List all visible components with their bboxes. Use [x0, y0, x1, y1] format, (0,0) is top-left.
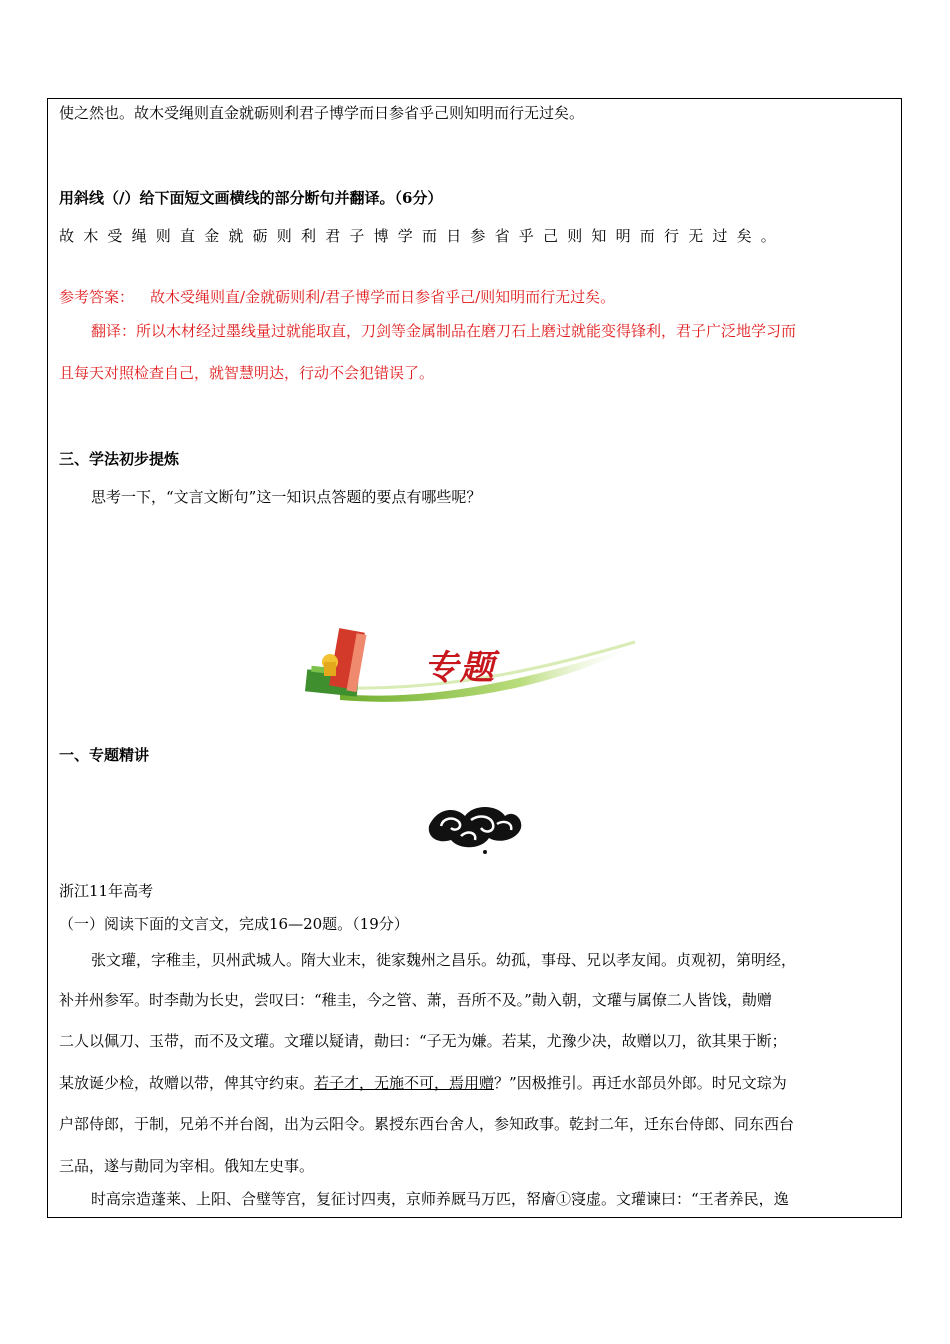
question-intro: （一）阅读下面的文言文，完成16—20题。（19分）: [59, 915, 409, 933]
section-heading-3: 三、学法初步提炼: [59, 450, 180, 468]
underlined-segment: 若子才，无施不可，焉用赠: [314, 1074, 495, 1092]
topic-banner: [300, 616, 640, 726]
banner-title: 专题: [424, 648, 496, 688]
answer-text: 故木受绳则直/金就砺则利/君子博学而日参省乎己/则知明而行无过矣。: [150, 288, 616, 306]
passage-line: 时高宗造蓬莱、上阳、合璧等宫，复征讨四夷，京师养厩马万匹，帑廥①寖虚。文瓘谏曰：“王者养民，逸: [91, 1190, 789, 1208]
passage-line: 户部侍郎，于制，兄弟不并台阁，出为云阳令。累授东西台舍人，参知政事。乾封二年，迁东台侍郎、同东西台: [59, 1115, 795, 1133]
answer-label: 参考答案：: [59, 288, 135, 306]
text-line: 使之然也。故木受绳则直金就砺则利君子博学而日参省乎己则知明而行无过矣。: [59, 104, 585, 122]
think-prompt: 思考一下，“文言文断句”这一知识点答题的要点有哪些呢？: [91, 488, 482, 506]
passage-line: 二人以佩刀、玉带，而不及文瓘。文瓘以疑请，勣曰：“子无为嫌。若某，尤豫少决，故赠以刀，欲其果于断；: [59, 1032, 787, 1050]
translation-line-2: 且每天对照检查自己，就智慧明达，行动不会犯错误了。: [59, 364, 435, 382]
task-text: 故木受绳则直金就砺则利君子博学而日参省乎己则知明而行无过矣。: [59, 227, 786, 245]
answer-line: [59, 287, 615, 307]
task-heading: 用斜线（/）给下面短文画横线的部分断句并翻译。（6分）: [59, 189, 443, 207]
passage-line: 三品，遂与勣同为宰相。俄知左史事。: [59, 1157, 315, 1175]
translation-line-1: 翻译：所以木材经过墨线量过就能取直，刀剑等金属制品在磨刀石上磨过就能变得锋利，君子广泛地学习而: [91, 322, 797, 340]
section-heading-1: 一、专题精讲: [59, 746, 150, 764]
source-label: 浙江11年高考: [59, 882, 154, 900]
passage-segment: ？”因极推引。再迁水部员外郎。时兄文琮为: [494, 1074, 787, 1092]
passage-segment: 某放诞少检，故赠以带，俾其守约束。: [59, 1074, 315, 1092]
passage-line: [59, 1073, 787, 1093]
passage-line: 张文瓘，字稚圭，贝州武城人。隋大业末，徙家魏州之昌乐。幼孤，事母、兄以孝友闻。贞观初，第明经，: [91, 951, 797, 969]
passage-line: 补并州参军。时李勣为长史，尝叹曰：“稚圭，今之管、萧，吾所不及。”勣入朝，文瓘与属僚二人皆饯，勣赠: [59, 991, 772, 1009]
cloud-scroll-ornament-icon: [425, 800, 525, 856]
